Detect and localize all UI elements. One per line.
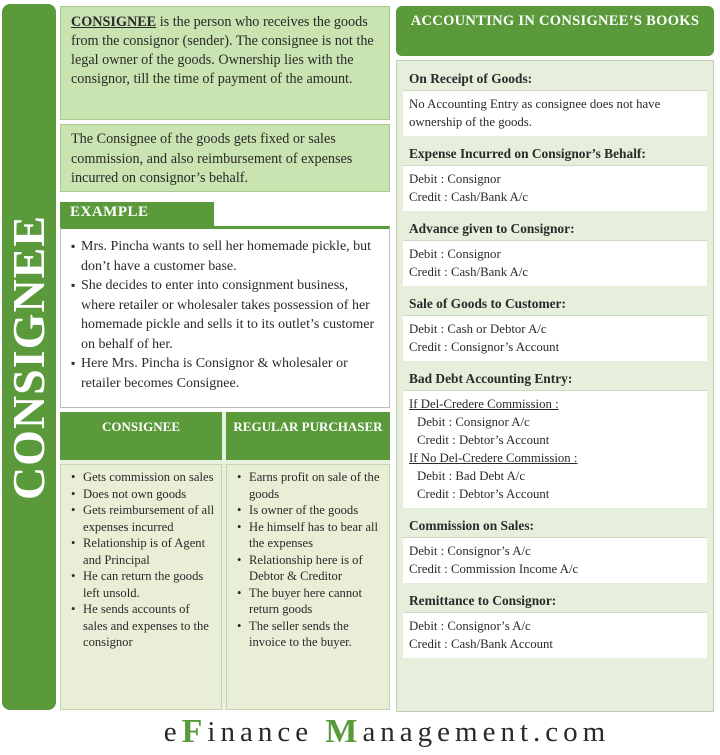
accounting-section-commission	[403, 512, 707, 583]
comparison-item: • The seller sends the invoice to the buyer.	[235, 618, 383, 651]
section-title: Remittance to Consignor:	[403, 587, 707, 612]
section-title: Sale of Goods to Customer:	[403, 290, 707, 315]
section-title: Commission on Sales:	[403, 512, 707, 537]
section-body	[403, 90, 707, 136]
entry-subheading: If No Del-Credere Commission :	[409, 451, 578, 465]
entry-subheading: If Del-Credere Commission :	[409, 397, 559, 411]
example-header: EXAMPLE	[60, 202, 214, 226]
entry-line: Credit : Debtor’s Account	[417, 433, 550, 447]
comparison-header-regular-purchaser: REGULAR PURCHASER	[226, 412, 390, 460]
comparison-item: • Is owner of the goods	[235, 502, 383, 519]
definition-term: CONSIGNEE	[71, 14, 157, 30]
example-box	[60, 226, 390, 408]
accounting-section-receipt	[403, 65, 707, 136]
comparison-column-regular-purchaser	[226, 464, 390, 710]
section-body	[403, 390, 707, 508]
comparison-item: • He himself has to bear all the expenses	[235, 519, 383, 552]
entry-line: Debit : Cash or Debtor A/c	[409, 322, 547, 336]
section-title: Expense Incurred on Consignor’s Behalf:	[403, 140, 707, 165]
section-body	[403, 240, 707, 286]
comparison-item: • He can return the goods left unsold.	[69, 568, 215, 601]
entry-line: Debit : Bad Debt A/c	[417, 469, 526, 483]
comparison-item: • Earns profit on sale of the goods	[235, 469, 383, 502]
section-body	[403, 537, 707, 583]
section-body	[403, 612, 707, 658]
side-banner	[2, 4, 56, 710]
comparison-item: • Does not own goods	[69, 486, 215, 503]
commission-box	[60, 124, 390, 192]
banner-title: CONSIGNEE	[3, 214, 55, 500]
entry-line: Credit : Cash/Bank Account	[409, 637, 553, 651]
entry-line: Debit : Consignor’s A/c	[409, 544, 531, 558]
accounting-section-sale	[403, 290, 707, 361]
accounting-header: ACCOUNTING IN CONSIGNEE’S BOOKS	[396, 6, 714, 56]
entry-line: Credit : Debtor’s Account	[417, 487, 550, 501]
comparison-item: • Gets reimbursement of all expenses incurred	[69, 502, 215, 535]
section-title: Advance given to Consignor:	[403, 215, 707, 240]
example-item: ▪ Here Mrs. Pincha is Consignor & wholesaler or retailer becomes Consignee.	[71, 354, 379, 393]
section-title: Bad Debt Accounting Entry:	[403, 365, 707, 390]
comparison-item: • He sends accounts of sales and expenses to the consignor	[69, 601, 215, 651]
comparison-header-consignee: CONSIGNEE	[60, 412, 222, 460]
accounting-section-advance	[403, 215, 707, 286]
accounting-section-expense	[403, 140, 707, 211]
accounting-panel	[396, 60, 714, 712]
comparison-item: • The buyer here cannot return goods	[235, 585, 383, 618]
entry-line: Debit : Consignor	[409, 172, 501, 186]
definition-text: is the person who receives the goods from the consignor (sender). The consignee is not the legal owner of the goods. Ownership lies with the consignor, till the time of payment of the amount.	[71, 14, 374, 87]
example-item: ▪ Mrs. Pincha wants to sell her homemade pickle, but don’t have a customer base.	[71, 237, 379, 276]
accounting-section-bad-debt	[403, 365, 707, 508]
entry-line: Debit : Consignor	[409, 247, 501, 261]
comparison-column-consignee	[60, 464, 222, 710]
brand-part: inance	[207, 715, 314, 748]
section-body	[403, 315, 707, 361]
footer-brand	[60, 712, 714, 752]
comparison-item: • Relationship here is of Debtor & Creditor	[235, 552, 383, 585]
comparison-item: • Gets commission on sales	[69, 469, 215, 486]
comparison-table	[60, 412, 390, 710]
entry-line: Debit : Consignor A/c	[417, 415, 530, 429]
brand-part: anagement.com	[362, 715, 611, 748]
example-item: ▪ She decides to enter into consignment business, where retailer or wholesaler takes possession of her homemade pickle and sells it to its outlet’s customer on behalf of her.	[71, 276, 379, 354]
accounting-section-remittance	[403, 587, 707, 658]
entry-line: No Accounting Entry as consignee does not have ownership of the goods.	[409, 97, 661, 129]
definition-box	[60, 6, 390, 120]
entry-line: Credit : Consignor’s Account	[409, 340, 560, 354]
entry-line: Debit : Consignor’s A/c	[409, 619, 531, 633]
section-title: On Receipt of Goods:	[403, 65, 707, 90]
entry-line: Credit : Cash/Bank A/c	[409, 190, 529, 204]
comparison-item: • Relationship is of Agent and Principal	[69, 535, 215, 568]
section-body	[403, 165, 707, 211]
brand-part: e	[163, 715, 182, 748]
brand-part: F	[181, 713, 208, 750]
commission-text: The Consignee of the goods gets fixed or sales commission, and also reimbursement of expenses incurred on consignor’s behalf.	[71, 131, 353, 186]
brand-part: M	[325, 713, 363, 750]
entry-line: Credit : Commission Income A/c	[409, 562, 579, 576]
entry-line: Credit : Cash/Bank A/c	[409, 265, 529, 279]
